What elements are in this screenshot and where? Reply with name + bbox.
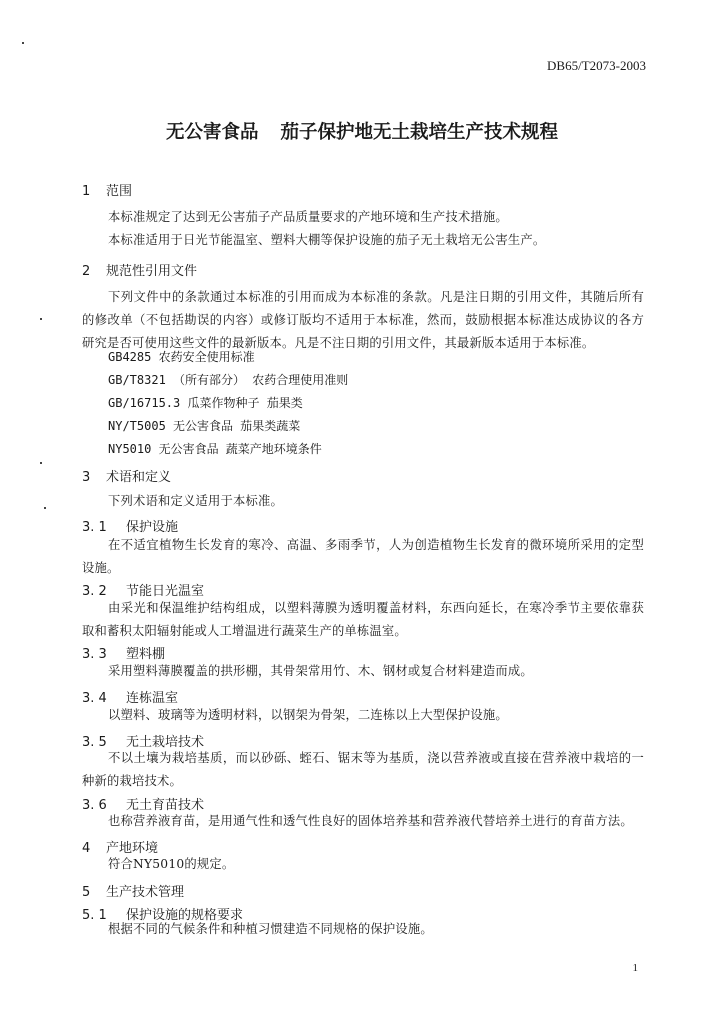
subsection-number: 3. 1 bbox=[82, 520, 107, 535]
reference-item: GB4285 农药安全使用标准 bbox=[108, 350, 255, 364]
section-3-paragraph: 下列术语和定义适用于本标准。 bbox=[108, 494, 283, 508]
section-4-paragraph: 符合NY5010的规定。 bbox=[108, 857, 235, 871]
reference-item: NY5010 无公害食品 蔬菜产地环境条件 bbox=[108, 442, 322, 456]
document-title bbox=[0, 118, 724, 144]
subsection-label: 无土育苗技术 bbox=[126, 798, 205, 813]
section-1-paragraph-2: 本标准适用于日光节能温室、塑料大棚等保护设施的茄子无土栽培无公害生产。 bbox=[108, 233, 546, 247]
section-label: 术语和定义 bbox=[106, 470, 172, 485]
section-label: 产地环境 bbox=[106, 841, 159, 856]
subsection-label: 塑料棚 bbox=[126, 647, 166, 662]
standard-number: DB65/T2073-2003 bbox=[547, 58, 646, 73]
subsection-5-1-text: 根据不同的气候条件和种植习惯建造不同规格的保护设施。 bbox=[108, 922, 433, 936]
title-part-1: 无公害食品 bbox=[165, 122, 259, 143]
section-label: 范围 bbox=[106, 184, 133, 199]
section-label: 生产技术管理 bbox=[106, 885, 185, 900]
subsection-number: 3. 2 bbox=[82, 584, 107, 599]
scan-speck bbox=[40, 462, 42, 464]
reference-item: GB/16715.3 瓜菜作物种子 茄果类 bbox=[108, 396, 303, 410]
section-5-heading bbox=[82, 881, 184, 900]
subsection-number: 3. 6 bbox=[82, 798, 107, 813]
scan-speck bbox=[22, 42, 24, 44]
subsection-label: 保护设施 bbox=[126, 520, 179, 535]
section-2-paragraph: 下列文件中的条款通过本标准的引用而成为本标准的条款。凡是注日期的引用文件，其随后所有的修改单（不包括勘误的内容）或修订版均不适用于本标准，然而，鼓励根据本标准达成协议的各方研究是否可使用这些文件的最新版本。凡是不注日期的引用文件，其最新版本适用于本标准。 bbox=[82, 290, 644, 350]
subsection-3-3-text: 采用塑料薄膜覆盖的拱形棚，其骨架常用竹、木、钢材或复合材料建造而成。 bbox=[108, 664, 533, 678]
subsection-label: 保护设施的规格要求 bbox=[126, 908, 244, 923]
section-1-heading bbox=[82, 180, 132, 199]
section-number: 3 bbox=[82, 470, 91, 485]
subsection-number: 3. 3 bbox=[82, 647, 107, 662]
reference-item: GB/T8321 （所有部分） 农药合理使用准则 bbox=[108, 373, 349, 387]
reference-item: NY/T5005 无公害食品 茄果类蔬菜 bbox=[108, 419, 301, 433]
subsection-number: 3. 4 bbox=[82, 691, 107, 706]
scan-speck bbox=[44, 507, 46, 509]
page-number: 1 bbox=[632, 962, 638, 974]
title-part-2: 茄子保护地无土栽培生产技术规程 bbox=[280, 122, 559, 143]
scan-speck bbox=[40, 318, 42, 320]
subsection-3-4-text: 以塑料、玻璃等为透明材料，以钢架为骨架，二连栋以上大型保护设施。 bbox=[108, 708, 508, 722]
subsection-label: 无土栽培技术 bbox=[126, 735, 205, 750]
subsection-label: 节能日光温室 bbox=[126, 584, 205, 599]
section-number: 5 bbox=[82, 885, 91, 900]
subsection-3-1-heading bbox=[82, 516, 178, 535]
section-number: 1 bbox=[82, 184, 91, 199]
subsection-number: 3. 5 bbox=[82, 735, 107, 750]
section-1-paragraph-1: 本标准规定了达到无公害茄子产品质量要求的产地环境和生产技术措施。 bbox=[108, 210, 508, 224]
section-label: 规范性引用文件 bbox=[106, 264, 198, 279]
subsection-3-5-text: 不以土壤为栽培基质，而以砂砾、蛭石、锯末等为基质，浇以营养液或直接在营养液中栽培的一种新的栽培技术。 bbox=[82, 751, 644, 788]
subsection-3-6-text: 也称营养液育苗，是用通气性和透气性良好的固体培养基和营养液代替培养土进行的育苗方法。 bbox=[108, 814, 633, 828]
section-3-heading bbox=[82, 466, 171, 485]
subsection-number: 5. 1 bbox=[82, 908, 107, 923]
section-number: 4 bbox=[82, 841, 91, 856]
section-2-heading bbox=[82, 260, 197, 279]
section-number: 2 bbox=[82, 264, 91, 279]
subsection-label: 连栋温室 bbox=[126, 691, 179, 706]
subsection-3-2-text: 由采光和保温维护结构组成，以塑料薄膜为透明覆盖材料，东西向延长，在寒冷季节主要依靠获取和蓄积太阳辐射能或人工增温进行蔬菜生产的单栋温室。 bbox=[82, 601, 644, 638]
subsection-3-1-text: 在不适宜植物生长发育的寒冷、高温、多雨季节，人为创造植物生长发育的微环境所采用的定型设施。 bbox=[82, 538, 644, 575]
